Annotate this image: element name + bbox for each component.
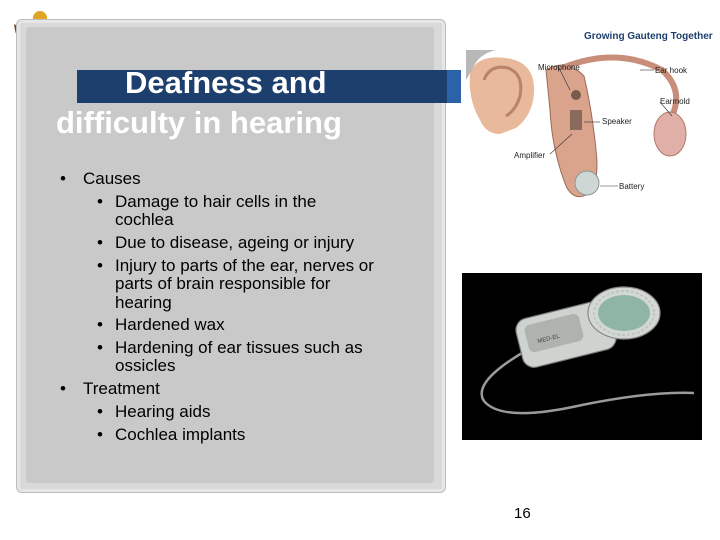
slide-title-line2: difficulty in hearing [56, 105, 342, 140]
title-accent-bar [447, 70, 461, 103]
sub-bullet: ossicles [115, 356, 176, 375]
label-microphone: Microphone [538, 63, 580, 72]
label-amplifier: Amplifier [514, 151, 546, 160]
sub-bullet: Hardened wax [115, 315, 225, 334]
bullet-marker: • [97, 338, 103, 357]
label-ear-hook: Ear hook [655, 66, 688, 75]
cochlear-implant-photo [462, 273, 702, 440]
bullet-marker: • [97, 315, 103, 334]
label-earmold: Earmold [660, 97, 690, 106]
bullet-marker: • [97, 425, 103, 444]
bullet-marker: • [97, 256, 103, 275]
sub-bullet: Due to disease, ageing or injury [115, 233, 355, 252]
sub-bullet: Injury to parts of the ear, nerves or [115, 256, 374, 275]
slide-title-line1: Deafness and [125, 65, 327, 100]
bullet-treatment: Treatment [83, 379, 160, 398]
bullet-marker: • [97, 233, 103, 252]
implant-device-text: MED-EL [537, 333, 561, 346]
bullet-causes: Causes [83, 169, 141, 188]
label-battery: Battery [619, 182, 645, 191]
bullet-marker: • [60, 379, 66, 398]
label-speaker: Speaker [602, 117, 632, 126]
sub-bullet: Cochlea implants [115, 425, 246, 444]
tagline: Growing Gauteng Together [584, 31, 713, 42]
sub-bullet: Damage to hair cells in the [115, 192, 317, 211]
bullet-marker: • [97, 402, 103, 421]
sub-bullet: parts of brain responsible for [115, 274, 331, 293]
sub-bullet: Hearing aids [115, 402, 211, 421]
sub-bullet: cochlea [115, 210, 174, 229]
sub-bullet: Hardening of ear tissues such as [115, 338, 363, 357]
hearing-aid-diagram [466, 50, 720, 210]
page-number: 16 [514, 505, 531, 522]
sub-bullet: hearing [115, 293, 172, 312]
bullet-marker: • [97, 192, 103, 211]
bullet-marker: • [60, 169, 66, 188]
